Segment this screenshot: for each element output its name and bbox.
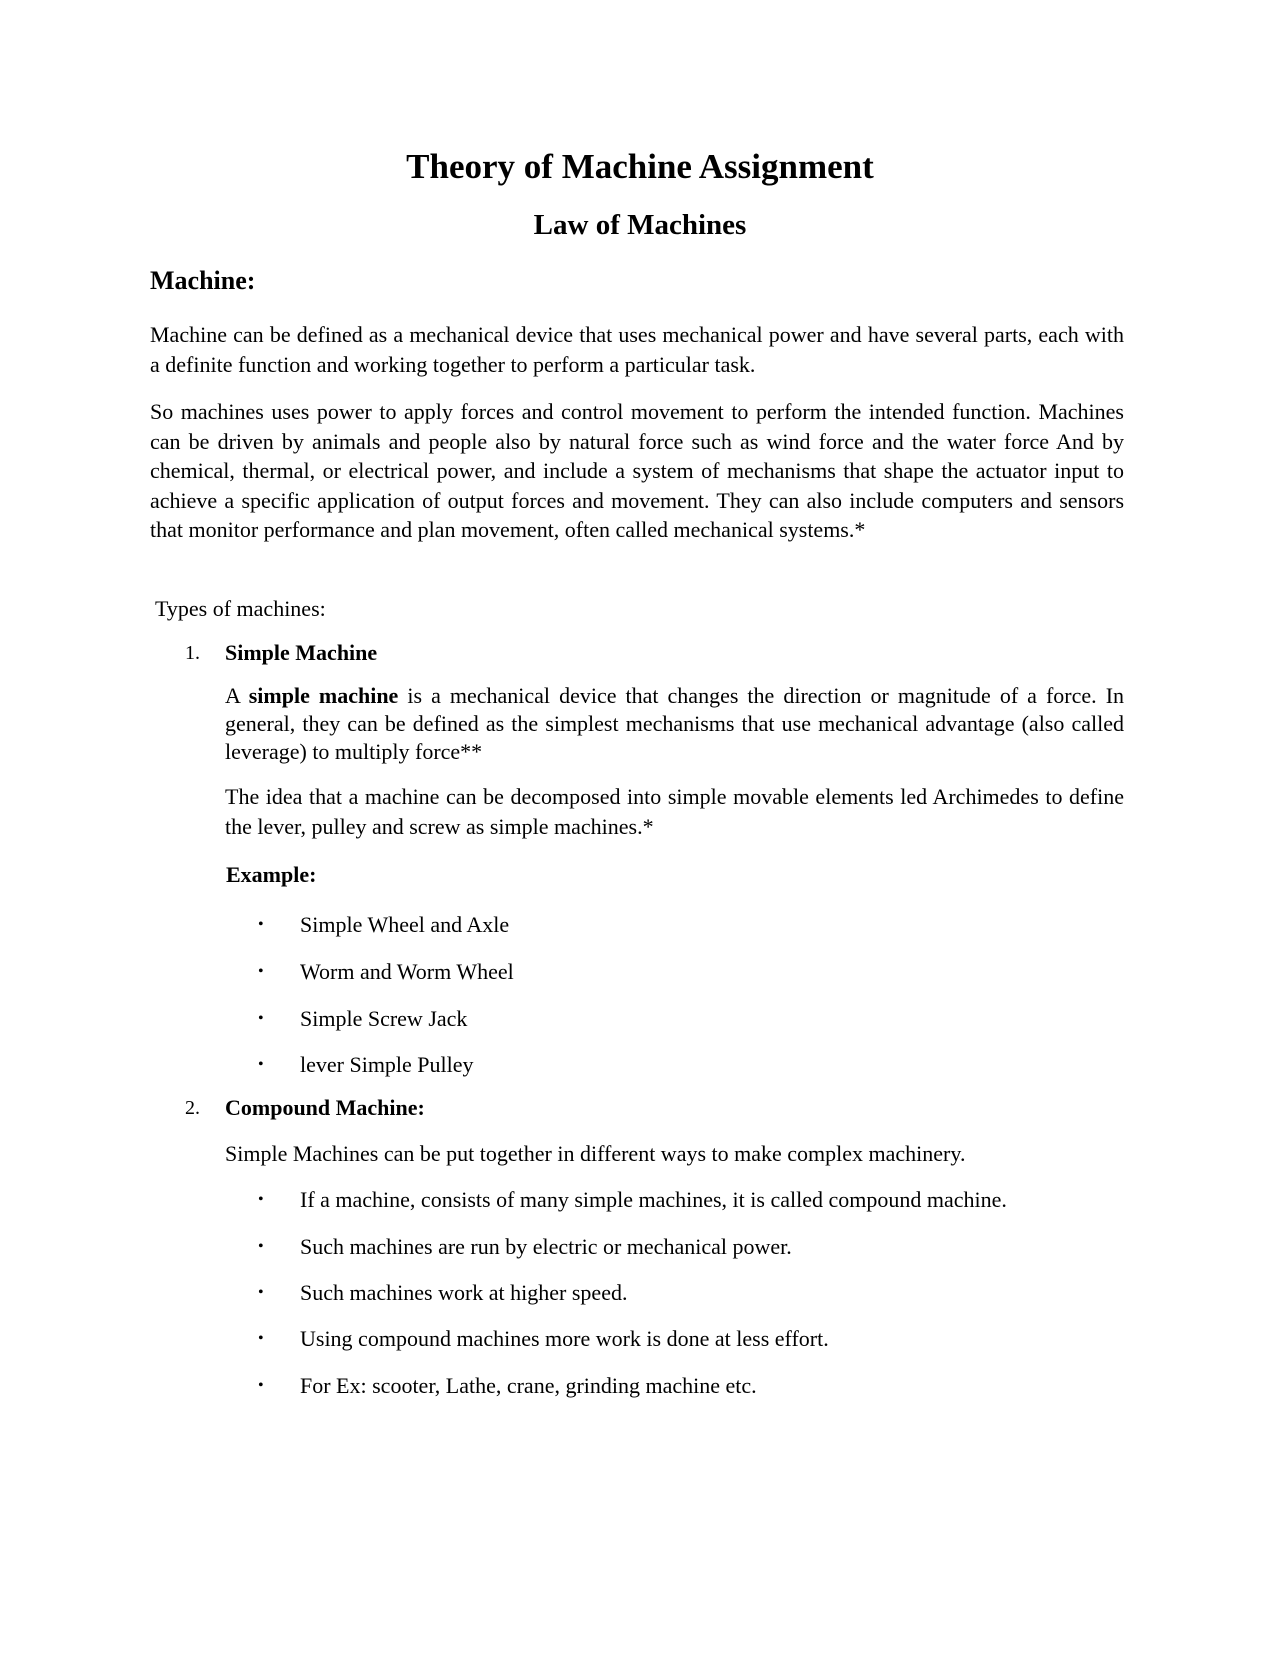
definition-rest: is a mechanical device that changes the direction or magnitude of a force. In general, they can be defined as the simplest mechanisms that use mechanical advantage (also called leverage) to multiply force** (225, 683, 1125, 764)
bullet-icon: • (258, 963, 264, 980)
compound-point: If a machine, consists of many simple machines, it is called compound machine. (300, 1187, 1007, 1212)
simple-machine-history: The idea that a machine can be decomposed into simple movable elements led Archimedes to define the lever, pulley and screw as simple machines.* (225, 784, 1124, 839)
bullet-icon: • (258, 1330, 264, 1347)
bullet-icon: • (258, 1377, 264, 1394)
simple-machine-definition (225, 682, 1124, 766)
document-subtitle: Law of Machines (533, 209, 747, 241)
list-number-1: 1. (185, 642, 200, 664)
bullet-icon: • (258, 1191, 264, 1208)
bullet-icon: • (258, 1238, 264, 1255)
list-number-2: 2. (185, 1097, 200, 1119)
example-item: Worm and Worm Wheel (300, 959, 514, 984)
compound-point: For Ex: scooter, Lathe, crane, grinding machine etc. (300, 1373, 757, 1398)
compound-point: Such machines are run by electric or mechanical power. (300, 1234, 792, 1259)
section-heading-machine: Machine: (150, 266, 256, 295)
document-title: Theory of Machine Assignment (406, 147, 874, 186)
simple-machine-heading: Simple Machine (225, 640, 378, 665)
example-item: Simple Screw Jack (300, 1006, 468, 1031)
bullet-icon: • (258, 916, 264, 933)
compound-point: Such machines work at higher speed. (300, 1280, 628, 1305)
bullet-icon: • (258, 1284, 264, 1301)
definition-prefix: A (225, 683, 240, 708)
paragraph-description: So machines uses power to apply forces and control movement to perform the intended function. Machines can be driven by animals and people also by natural force such as wind force and the water force And by chemical, thermal, or electrical power, and include a system of mechanisms that shape the actuator input to achieve a specific application of output forces and movement. They can also include computers and sensors that monitor performance and plan movement, often called mechanical systems.* (150, 399, 1124, 542)
compound-machine-heading: Compound Machine: (225, 1095, 425, 1120)
compound-machine-intro: Simple Machines can be put together in different ways to make complex machinery. (225, 1141, 966, 1166)
types-of-machines-label: Types of machines: (155, 596, 326, 621)
paragraph-definition: Machine can be defined as a mechanical device that uses mechanical power and have several parts, each with a definite function and working together to perform a particular task. (150, 322, 1124, 377)
example-label: Example: (226, 862, 317, 887)
definition-bold-term: simple machine (248, 683, 399, 708)
bullet-icon: • (258, 1010, 264, 1027)
example-item: Simple Wheel and Axle (300, 912, 510, 937)
bullet-icon: • (258, 1056, 264, 1073)
example-item: lever Simple Pulley (300, 1052, 474, 1077)
compound-point: Using compound machines more work is done at less effort. (300, 1326, 829, 1351)
